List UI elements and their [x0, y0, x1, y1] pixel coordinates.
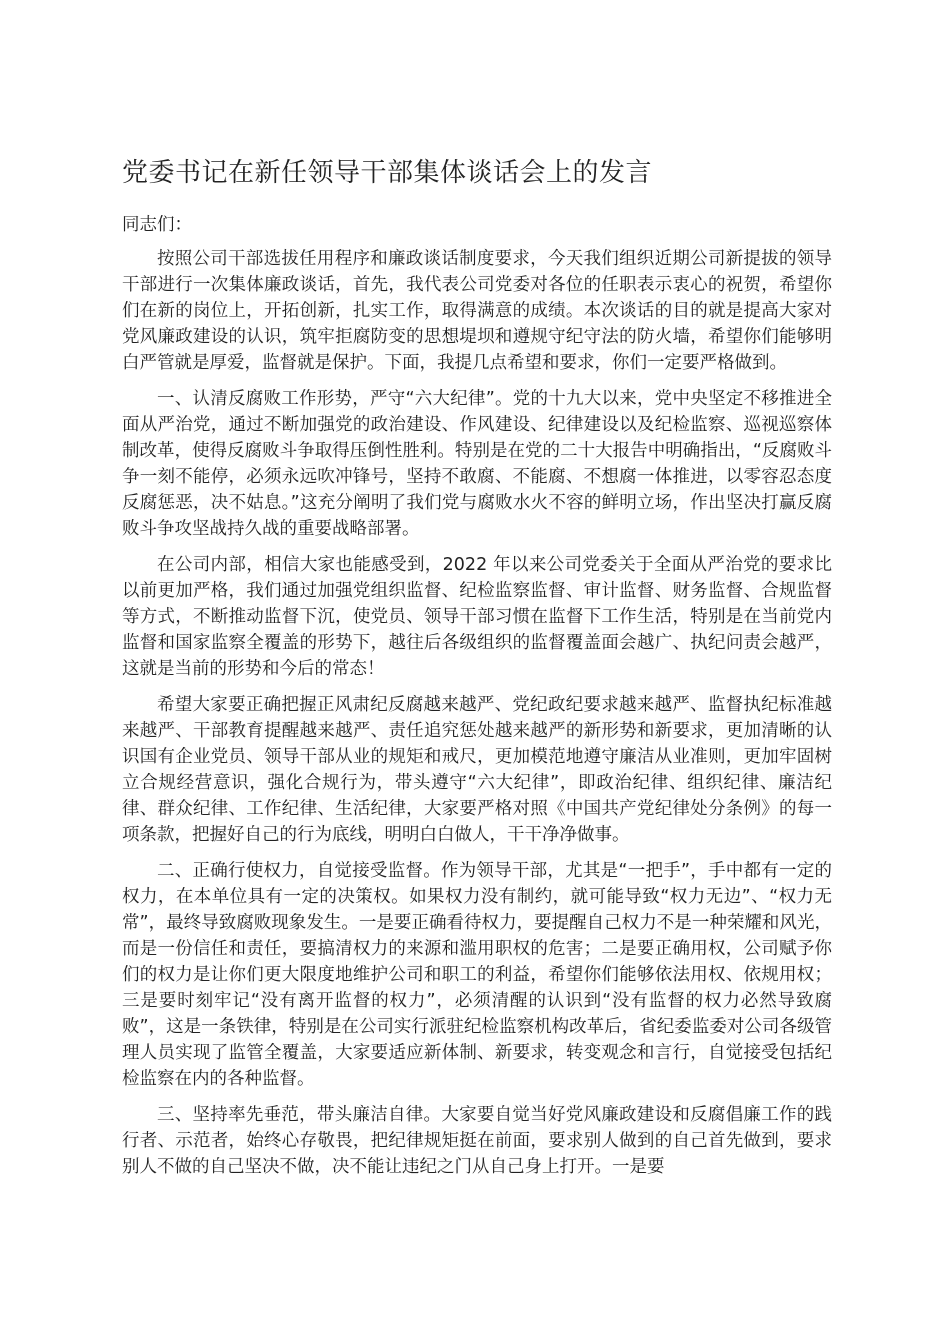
paragraph-section-one: 一、认清反腐败工作形势，严守“六大纪律”。党的十九大以来，党中央坚定不移推进全面从严治党，通过不断加强党的政治建设、作风建设、纪律建设以及纪检监察、巡视巡察体制改革，使得反腐败斗争取得压倒性胜利。特别是在党的二十大报告中明确指出，“反腐败斗争一刻不能停，必须永远吹冲锋号，坚持不敢腐、不能腐、不想腐一体推进，以零容忍态度反腐惩恶，决不姑息。”这充分阐明了我们党与腐败水火不容的鲜明立场，作出坚决打赢反腐败斗争攻坚战持久战的重要战略部署。 [122, 389, 832, 539]
document-title: 党委书记在新任领导干部集体谈话会上的发言 [122, 158, 653, 188]
paragraph-intro: 按照公司干部选拔任用程序和廉政谈话制度要求，今天我们组织近期公司新提拔的领导干部进行一次集体廉政谈话，首先，我代表公司党委对各位的任职表示衷心的祝贺，希望你们在新的岗位上，开拓创新，扎实工作，取得满意的成绩。本次谈话的目的就是提高大家对党风廉政建设的认识，筑牢拒腐防变的思想堤坝和遵规守纪守法的防火墙，希望你们能够明白严管就是厚爱，监督就是保护。下面，我提几点希望和要求，你们一定要严格做到。 [122, 249, 832, 373]
paragraph-expectations: 希望大家要正确把握正风肃纪反腐越来越严、党纪政纪要求越来越严、监督执纪标准越来越严、干部教育提醒越来越严、责任追究惩处越来越严的新形势和新要求，更加清晰的认识国有企业党员、领导干部从业的规矩和戒尺，更加模范地遵守廉洁从业准则，更加牢固树立合规经营意识，强化合规行为，带头遵守“六大纪律”，即政治纪律、组织纪律、廉洁纪律、群众纪律、工作纪律、生活纪律，大家要严格对照《中国共产党纪律处分条例》的每一项条款，把握好自己的行为底线，明明白白做人，干干净净做事。 [122, 695, 832, 845]
paragraph-section-three: 三、坚持率先垂范，带头廉洁自律。大家要自觉当好党风廉政建设和反腐倡廉工作的践行者、示范者，始终心存敬畏，把纪律规矩挺在前面，要求别人做到的自己首先做到，要求别人不做的自己坚决不做，决不能让违纪之门从自己身上打开。一是要 [122, 1105, 832, 1177]
salutation: 同志们： [122, 215, 192, 235]
paragraph-company-context: 在公司内部，相信大家也能感受到，2022 年以来公司党委关于全面从严治党的要求比以前更加严格，我们通过加强党组织监督、纪检监察监督、审计监督、财务监督、合规监督等方式，不断推动监督下沉，使党员、领导干部习惯在监督下工作生活，特别是在当前党内监督和国家监察全覆盖的形势下，越往后各级组织的监督覆盖面会越广、执纪问责会越严，这就是当前的形势和今后的常态！ [122, 555, 832, 679]
paragraph-section-two: 二、正确行使权力，自觉接受监督。作为领导干部，尤其是“一把手”，手中都有一定的权力，在本单位具有一定的决策权。如果权力没有制约，就可能导致“权力无边”、“权力无常”，最终导致腐败现象发生。一是要正确看待权力，要提醒自己权力不是一种荣耀和风光，而是一份信任和责任，要搞清权力的来源和滥用职权的危害；二是要正确用权，公司赋予你们的权力是让你们更大限度地维护公司和职工的利益，希望你们能够依法用权、依规用权；三是要时刻牢记“没有离开监督的权力”，必须清醒的认识到“没有监督的权力必然导致腐败”，这是一条铁律，特别是在公司实行派驻纪检监察机构改革后，省纪委监委对公司各级管理人员实现了监管全覆盖，大家要适应新体制、新要求，转变观念和言行，自觉接受包括纪检监察在内的各种监督。 [122, 861, 832, 1089]
document-page [122, 150, 832, 1190]
